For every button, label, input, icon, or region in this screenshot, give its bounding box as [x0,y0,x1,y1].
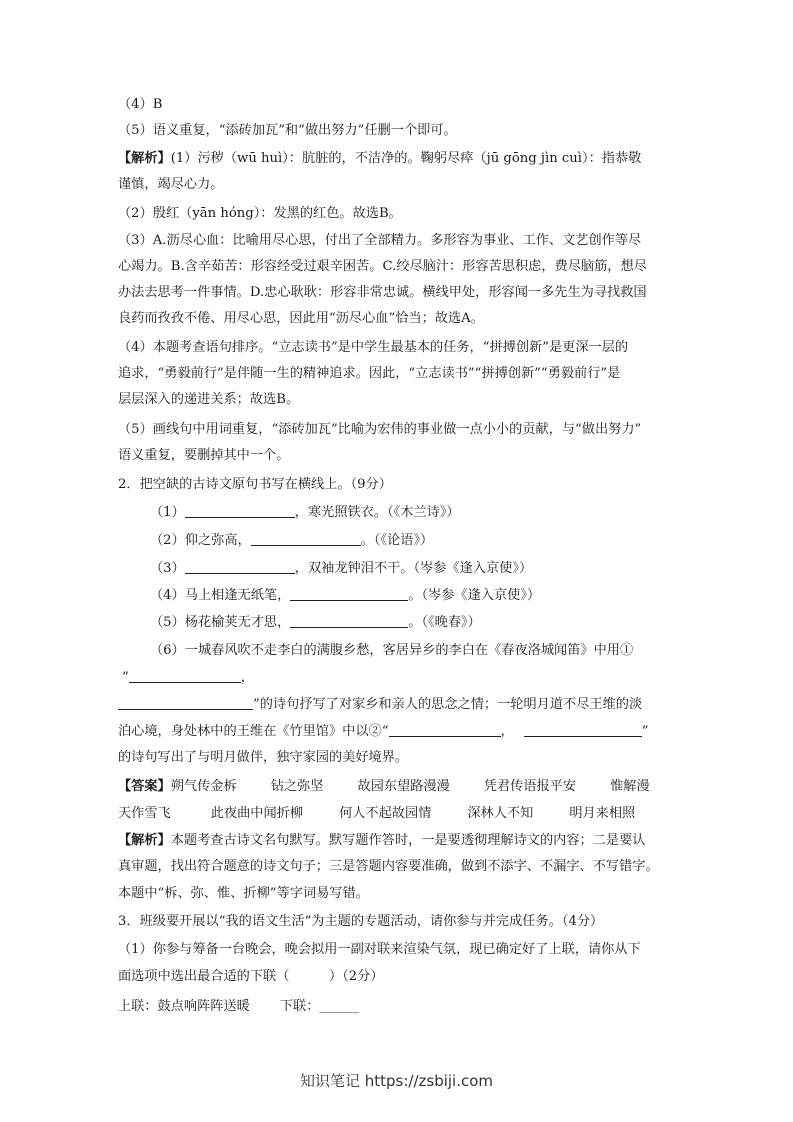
answer-line [118,777,678,797]
q-suffix: ，寒光照铁衣。（《木兰诗》） [294,505,460,520]
watermark-footer: 知识笔记 https://zsbiji.com [299,1072,494,1090]
fill-blank[interactable] [524,722,642,737]
q-prefix: （1） [150,505,185,520]
question-2-4 [150,586,710,606]
fill-blank[interactable] [290,613,408,628]
question-2-3 [150,559,710,579]
answer-item: 天作雪飞 [118,806,171,821]
analysis-line: 谨慎，竭尽心力。 [118,177,224,192]
analysis-line: 追求，“勇毅前行”是伴随一生的精神追求。因此，“立志读书”“拼搏创新”“勇毅前行”是 [118,366,621,381]
fill-blank[interactable] [129,668,241,683]
lower-couplet[interactable]: 下联：______ [279,999,359,1014]
q-prefix: 泊心境，身处林中的王维在《竹里馆》中以②“ [118,724,389,739]
analysis-text: 本题考查古诗文名句默写。默写题作答时，一是要透彻理解诗文的内容；二是要认 [170,833,646,848]
answer-line [118,804,678,824]
answer-item: 故园东望路漫漫 [357,779,450,794]
answer-item: 钻之弥坚 [270,779,324,794]
question-3-title: 3．班级要开展以“我的语文生活”为主题的专题活动，请你参与并完成任务。（4分） [118,914,604,929]
fill-blank[interactable] [389,722,501,737]
analysis-tag: 【解析】 [118,833,171,848]
analysis-line: （5）画线句中用词重复，“添砖加瓦”比喻为宏伟的事业做一点小小的贡献，与“做出努力” [118,422,642,437]
q-prefix: （5）杨花榆荚无才思， [150,615,291,630]
analysis-line: （4）本题考查语句排序。“立志读书”是中学生最基本的任务，“拼搏创新”是更深一层的 [118,340,629,355]
q-suffix: ” [641,724,649,739]
fill-blank[interactable] [185,559,295,574]
q-suffix: ”的诗句抒写了对家乡和亲人的思念之情；一轮明月道不尽王维的淡 [253,697,643,712]
question-2-6-line-c [118,695,678,715]
question-2-1 [150,503,710,523]
analysis-line: 良药而孜孜不倦、用尽心思，因此用“沥尽心血”恰当；故选A。 [118,311,484,326]
q-suffix: ， [240,670,254,685]
analysis-line: 层层深入的递进关系；故选B。 [118,392,300,407]
question-3-1: （1）你参与筹备一台晚会，晚会拟用一副对联来渲染气氛，现已确定好了上联，请你从下 [118,942,641,957]
answer-line-4: （4）B [118,97,163,112]
analysis-line: 本题中“柝、弥、惟、折柳”等字词易写错。 [118,886,369,901]
couplet-line [118,997,678,1017]
fill-blank[interactable] [118,695,253,710]
answer-item: 深林人不知 [467,806,534,821]
answer-item: 朔气传金柝 [170,779,237,794]
analysis-line [118,831,678,851]
answer-item: 此夜曲中闻折柳 [210,806,304,821]
q-prefix: “ [122,670,129,685]
q-suffix: 。（《论语》） [360,533,434,548]
fill-blank[interactable] [185,503,295,518]
analysis-line: 办法去思考一件事情。D.忠心耿耿：形容非常忠诚。横线甲处，形容闻一多先生为寻找救国 [118,285,647,300]
answer-item: 凭君传语报平安 [483,779,577,794]
answer-line-5: （5）语义重复，“添砖加瓦”和“做出努力”任删一个即可。 [118,123,457,138]
question-2-6: （6）一城春风吹不走李白的满腹乡愁，客居异乡的李白在《春夜洛城闻笛》中用① [150,643,634,658]
q-suffix: 。（《晚春》） [408,615,481,630]
analysis-text: (1）污秽（wū huì）：肮脏的，不洁净的。鞠躬尽瘁（jū gōng jìn cuì）：指恭敬 [170,151,642,166]
analysis-line [118,149,678,169]
answer-item: 惟解漫 [610,779,650,794]
question-2-2 [150,531,710,551]
question-2-6-line-d [118,722,678,742]
question-3-1: 面选项中选出最合适的下联（ ）（2分） [118,969,384,984]
q-separator: ， [500,724,514,739]
analysis-tag: 【解析】 [118,151,171,166]
q-suffix: ，双袖龙钟泪不干。（岑参《逢入京使》） [294,561,533,576]
q-prefix: （2）仰之弥高， [150,533,251,548]
analysis-line: 心竭力。B.含辛茹苦：形容经受过艰辛困苦。C.绞尽脑汁：形容苦思积虑，费尽脑筋，想尽 [118,259,647,274]
question-2-6-line-e: 的诗句写出了与明月做伴，独守家园的美好境界。 [118,750,409,765]
analysis-line: （2）殷红（yān hóng）：发黑的红色。故选B。 [118,206,402,221]
fill-blank[interactable] [290,586,408,601]
q-suffix: 。（岑参《逢入京使》） [408,588,541,603]
q-prefix: （4）马上相逢无纸笔， [150,588,291,603]
question-2-title: 2．把空缺的古诗文原句书写在横线上。（9分） [118,477,392,492]
question-2-5 [150,613,710,633]
q-prefix: （3） [150,561,185,576]
question-2-6-blank-a [122,668,682,688]
upper-couplet: 上联：鼓点响阵阵送暖 [118,999,250,1014]
answer-tag: 【答案】 [118,779,171,794]
answer-item: 何人不起故园情 [339,806,432,821]
analysis-line: （3）A.沥尽心血：比喻用尽心思，付出了全部精力。多形容为事业、工作、文艺创作等尽 [118,233,642,248]
fill-blank[interactable] [251,531,361,546]
analysis-line: 真审题，找出符合题意的诗文句子；三是答题内容要准确，做到不添字、不漏字、不写错字。 [118,859,659,874]
answer-item: 明月来相照 [569,806,636,821]
analysis-line: 语义重复，要删掉其中一个。 [118,448,290,463]
